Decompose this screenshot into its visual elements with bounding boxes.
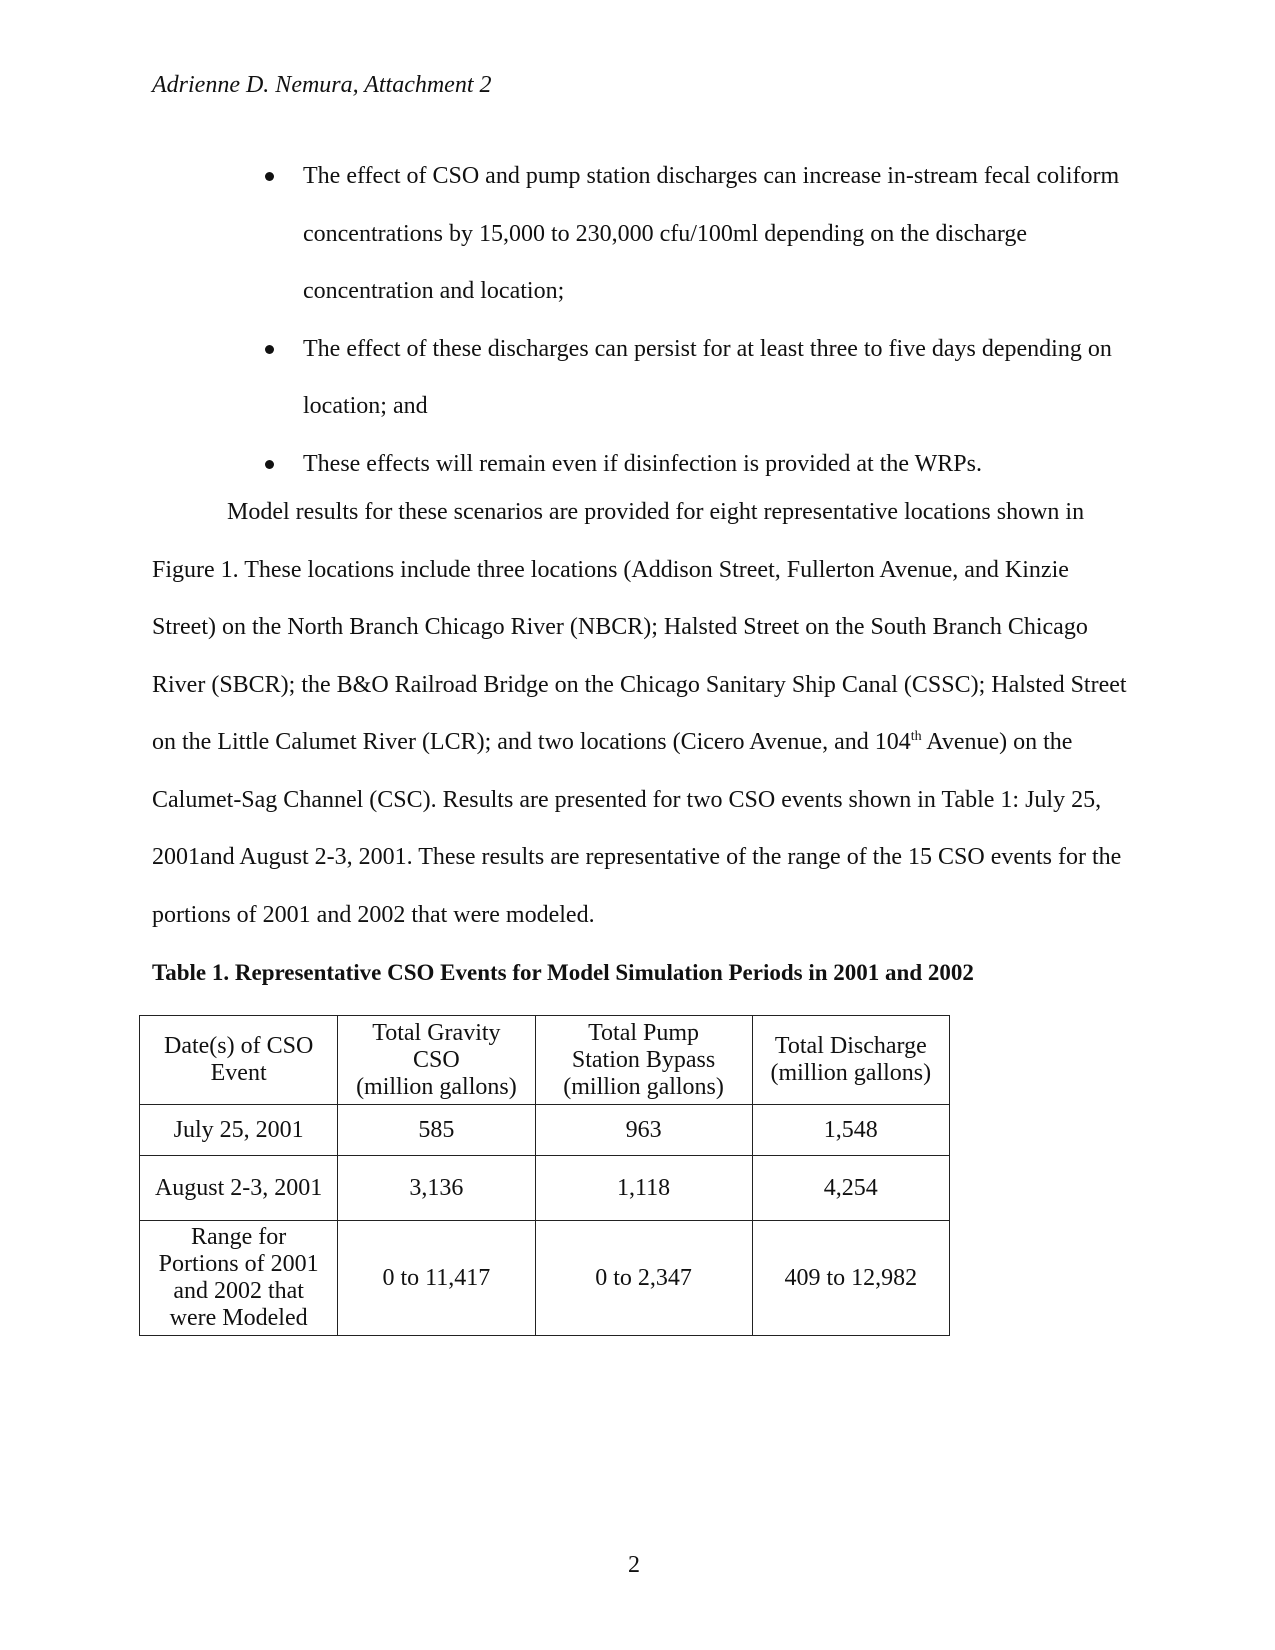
cell-line: Range for	[190, 1224, 287, 1250]
cell-gravity: 0 to 11,417	[338, 1221, 535, 1336]
table-row	[140, 1105, 950, 1156]
header-line: Date(s) of CSO	[163, 1033, 314, 1059]
cso-events-table	[139, 1015, 950, 1336]
cell-gravity: 3,136	[338, 1156, 535, 1221]
page-number: 2	[628, 1552, 640, 1578]
cell-line: were Modeled	[169, 1305, 308, 1331]
cell-pump: 963	[535, 1105, 752, 1156]
header-line: (million gallons)	[770, 1060, 932, 1086]
bullet-text: The effect of these discharges can persist for at least three to five days depending on location; and	[303, 335, 1112, 419]
cell-date	[140, 1221, 338, 1336]
cell-pump: 1,118	[535, 1156, 752, 1221]
header-line: CSO	[413, 1046, 460, 1073]
body-paragraph	[152, 484, 1132, 944]
table-caption: Table 1. Representative CSO Events for Model Simulation Periods in 2001 and 2002	[152, 960, 974, 985]
cell-date	[140, 1105, 338, 1156]
cell-date	[140, 1156, 338, 1221]
bullet-item	[263, 148, 1143, 321]
table-row	[140, 1156, 950, 1221]
cell-line: and 2002 that	[173, 1278, 304, 1304]
cell-pump: 0 to 2,347	[535, 1221, 752, 1336]
header-pump-bypass	[535, 1016, 752, 1105]
header-total-discharge	[752, 1016, 949, 1105]
cell-total: 409 to 12,982	[752, 1221, 949, 1336]
header-date	[140, 1016, 338, 1105]
header-gravity-cso	[338, 1016, 535, 1105]
table-row	[140, 1221, 950, 1336]
paragraph-text-part2: Avenue) on the Calumet-Sag Channel (CSC). Results are presented for two CSO events shown in Table 1: July 25, 2001and August 2-3, 2001. These results are representative of the range of the 15 CSO events for the portions of 2001 and 2002 that were modeled.	[152, 729, 1122, 928]
cell-line: July 25, 2001	[173, 1116, 304, 1143]
running-header: Adrienne D. Nemura, Attachment 2	[152, 72, 492, 98]
cell-line: Portions of 2001	[158, 1251, 319, 1277]
bullet-item	[263, 321, 1143, 436]
table-header-row	[140, 1016, 950, 1105]
bullet-text: The effect of CSO and pump station discharges can increase in-stream fecal coliform concentrations by 15,000 to 230,000 cfu/100ml depending on the discharge concentration and location;	[303, 163, 1120, 304]
header-line: (million gallons)	[563, 1073, 724, 1100]
cell-total: 4,254	[752, 1156, 949, 1221]
bullet-text: These effects will remain even if disinfection is provided at the WRPs.	[303, 450, 982, 477]
header-line: Total Gravity	[372, 1019, 501, 1046]
ordinal-superscript: th	[910, 729, 922, 744]
cell-gravity: 585	[338, 1105, 535, 1156]
header-line: Total Pump	[588, 1019, 700, 1046]
bullet-icon	[265, 345, 274, 354]
paragraph-text-part1: Model results for these scenarios are provided for eight representative locations shown in Figure 1. These locations include three locations (Addison Street, Fullerton Avenue, and Kinzie Street) on the North Branch Chicago River (NBCR); Halsted Street on the South Branch Chicago River (SBCR); the B&O Railroad Bridge on the Chicago Sanitary Ship Canal (CSSC); Halsted Street on the Little Calumet River (LCR); and two locations (Cicero Avenue, and 104	[152, 499, 1127, 755]
header-line: Event	[210, 1060, 267, 1086]
bullet-list	[263, 148, 1143, 493]
header-line: Station Bypass	[571, 1046, 716, 1073]
header-line: Total Discharge	[774, 1033, 927, 1059]
bullet-icon	[265, 460, 274, 469]
header-line: (million gallons)	[356, 1073, 517, 1100]
cell-total: 1,548	[752, 1105, 949, 1156]
cell-line: August 2-3, 2001	[154, 1174, 323, 1201]
bullet-icon	[265, 172, 274, 181]
